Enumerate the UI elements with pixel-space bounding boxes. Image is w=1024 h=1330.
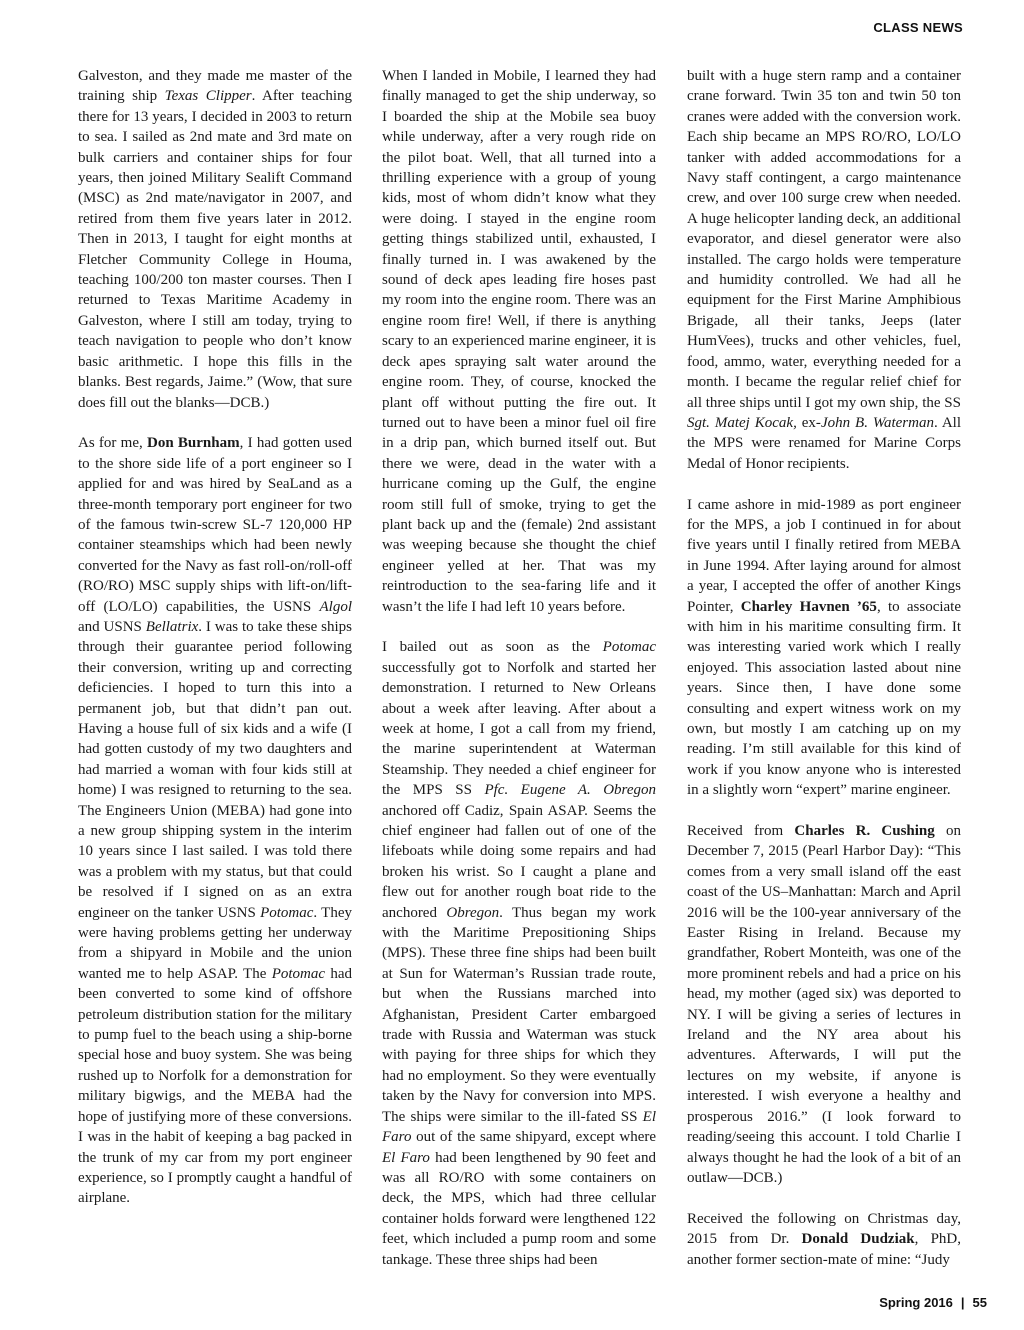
paragraph: As for me, Don Burnham, I had gotten used to the shore side life of a port engineer so I applied for and was hired by SeaLand as a three-month temporary port engineer for two of the famous twin-screw SL-7 120,000 HP container steamships which had been newly converted for the Navy as fast roll-on/roll-off (RO/RO) MSC supply ships with lift-on/lift-off (LO/LO) capabilities, the USNS Algol and USNS Bellatrix. I was to take these ships through their guarantee period following their conversion, writing up and correcting deficiencies. I hoped to turn this into a permanent job, but that didn’t pan out. Having a house full of six kids and a wife (I had gotten custody of my two daughters and had married a woman with four kids still at home) I was resigned to returning to the sea. The Engineers Union (MEBA) had gone into a new group shipping system in the interim 10 years since I last sailed. I was told there was a problem with my status, but that could be resolved if I signed on as an extra engineer on the tanker USNS Potomac. They were having problems getting her underway from a shipyard in Mobile and the union wanted me to help ASAP. The Potomac had been converted to some kind of offshore petroleum distribution station for the military to pump fuel to the beach using a ship-borne special hose and buoy system. She was being rushed up to Norfolk for a demonstration for military bigwigs, and the MEBA had the hope of justifying more of these conversions. I was in the habit of keeping a bag packed in the trunk of my car from my port engineer experience, so I promptly caught a handful of airplane.	[78, 435, 352, 1207]
page-footer	[879, 1295, 987, 1310]
person-name: Charley Havnen ’65	[740, 598, 877, 615]
person-name: Don Burnham	[147, 435, 240, 452]
paragraph: When I landed in Mobile, I learned they had finally managed to get the ship underway, so I boarded the ship at the Mobile sea buoy while underway, after a very rough ride on the pilot boat. Well, that all turned into a thrilling experience with a group of young kids, most of whom didn’t know what they were doing. I stayed in the engine room getting things stabilized until, exhausted, I finally turned in. I was awakened by the sound of deck apes leading fire hoses past my room into the engine room. There was an engine room fire! Well, if there is anything scary to an experienced marine engineer, it is deck apes spraying salt water around the engine room. They, of course, knocked the plant off without putting the fire out. It turned out to have been a minor fuel oil fire in a drip pan, which burned itself out. But there we were, dead in the water with a hurricane coming up the Gulf, the engine room still full of smoke, trying to get the plant back up and the (female) 2nd assistant was weeping because she thought the chief engineer yelled at her. That was my reintroduction to the sea-faring life and it wasn’t the life I had left 10 years before.	[382, 68, 656, 615]
paragraph: I bailed out as soon as the Potomac successfully got to Norfolk and started her demonstration. I returned to New Orleans about a week after leaving. After about a week at home, I got a call from my friend, the marine superintendent at Waterman Steamship. They needed a chief engineer for the MPS SS Pfc. Eugene A. Obregon anchored off Cadiz, Spain ASAP. Seems the chief engineer had fallen out of one of the lifeboats while doing some repairs and had broken his wrist. So I caught a plane and flew out for another rough boat ride to the anchored Obregon. Thus began my work with the Maritime Prepositioning Ships (MPS). These three fine ships had been built at Sun for Waterman’s Russian trade route, but when the Russians marched into Afghanistan, President Carter embargoed trade with Russia and Waterman was stuck with paying for three ships for which they had no employment. So they were eventually taken by the Navy for conversion into MPS. The ships were similar to the ill-fated SS El Faro out of the same shipyard, except where El Faro had been lengthened by 90 feet and was all RO/RO with some containers on deck, the MPS, which had three cellular container holds forward were lengthened 122 feet, which included a pump room and some tankage. These three ships had been	[382, 639, 656, 1268]
column-2	[382, 66, 656, 1270]
section-header: CLASS NEWS	[873, 20, 963, 35]
column-1	[78, 66, 352, 1209]
paragraph: Galveston, and they made me master of the training ship Texas Clipper. After teaching there for 13 years, I decided in 2003 to return to sea. I sailed as 2nd mate and 3rd mate on bulk carriers and container ships for four years, then joined Military Sealift Command (MSC) as 2nd mate/navigator in 2007, and retired from them five years later in 2012. Then in 2013, I taught for eight months at Fletcher Community College in Houma, teaching 100/200 ton master courses. Then I returned to Texas Maritime Academy in Galveston, where I still am today, trying to teach navigation to people who don’t know basic arithmetic. I hope this fills in the blanks. Best regards, Jaime.” (Wow, that sure does fill out the blanks—DCB.)	[78, 68, 352, 411]
paragraph: built with a huge stern ramp and a container crane forward. Twin 35 ton and twin 50 ton cranes were added with the conversion work. Each ship became an MPS RO/RO, LO/LO tanker with added accommodations for a Navy staff contingent, a cargo maintenance crew, and over 100 surge crew when needed. A huge helicopter landing deck, an additional evaporator, and diesel generator were also installed. The cargo holds were temperature and humidity controlled. We had all he equipment for the First Marine Amphibious Brigade, all their tanks, Jeeps (later HumVees), trucks and other vehicles, fuel, food, ammo, water, everything needed for a month. I became the regular relief chief for all three ships until I got my own ship, the SS Sgt. Matej Kocak, ex-John B. Waterman. All the MPS were renamed for Marine Corps Medal of Honor recipients.	[687, 68, 962, 472]
footer-separator: |	[960, 1295, 965, 1310]
paragraph: Received the following on Christmas day, 2015 from Dr. Donald Dudziak, PhD, another former section-mate of mine: “Judy	[687, 1210, 961, 1268]
paragraph: I came ashore in mid-1989 as port engineer for the MPS, a job I continued in for about five years until I finally retired from MEBA in June 1994. After laying around for almost a year, I accepted the offer of another Kings Pointer, Charley Havnen ’65, to associate with him in his maritime consulting firm. It was interesting varied work which I really enjoyed. This association lasted about nine years. Since then, I have done some consulting and expert witness work on my own, but mostly I am catching up on my reading. I’m still available for this kind of work if you know anyone who is interested in a slightly worn “expert” marine engineer.	[687, 496, 962, 799]
paragraph: Received from Charles R. Cushing on December 7, 2015 (Pearl Harbor Day): “This comes from a very small island off the east coast of the US–Manhattan: March and April 2016 will be the 100-year anniversary of the Easter Rising in Ireland. Because my grandfather, Robert Monteith, was one of the more prominent rebels and had a price on his head, my mother (aged six) was deported to NY. I will be giving a series of lectures in Ireland and the NY area about his adventures. Afterwards, I will put the lectures on my website, if anyone is interested. I wish everyone a healthy and prosperous 2016.” (I look forward to reading/seeing this account. I told Charlie I always thought he had the look of a bit of an outlaw—DCB.)	[687, 823, 961, 1186]
page-number: 55	[972, 1295, 987, 1310]
issue-label: Spring 2016	[879, 1295, 953, 1310]
person-name: Donald Dudziak	[801, 1231, 915, 1248]
column-3	[687, 66, 961, 1270]
person-name: Charles R. Cushing	[794, 823, 935, 839]
